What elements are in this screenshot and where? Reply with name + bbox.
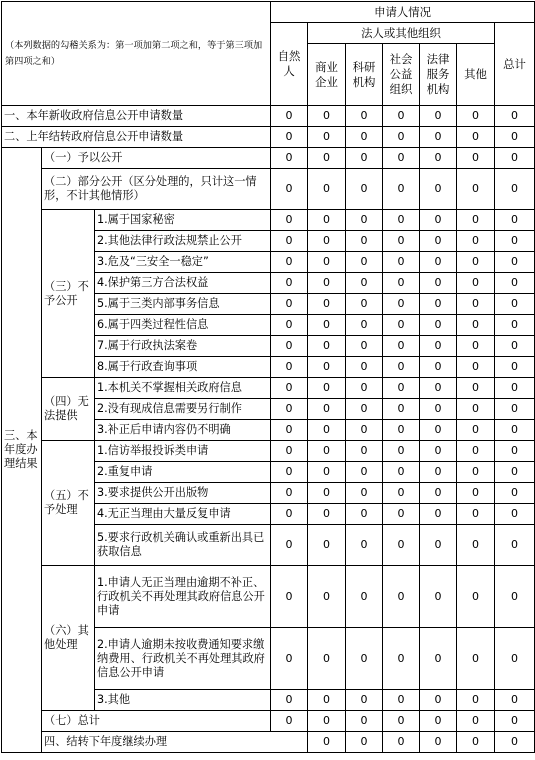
cell-value: 0 [346, 732, 383, 753]
row-label: 1.本机关不掌握相关政府信息 [95, 378, 271, 399]
natural-person-header: 自然人 [271, 23, 308, 106]
cell-value: 0 [495, 357, 535, 378]
row-label: 四、结转下年度继续办理 [42, 732, 308, 753]
row-label: 3.要求提供公开出版物 [95, 483, 271, 504]
table-row [2, 210, 535, 231]
cell-value: 0 [346, 273, 383, 294]
cell-value: 0 [271, 399, 308, 420]
cell-value: 0 [271, 690, 308, 711]
cell-value: 0 [495, 106, 535, 127]
cell-value: 0 [346, 628, 383, 690]
cell-value: 0 [308, 315, 346, 336]
cell-value: 0 [346, 378, 383, 399]
row-label: 7.属于行政执法案卷 [95, 336, 271, 357]
cell-value: 0 [457, 378, 495, 399]
cell-value: 0 [383, 628, 420, 690]
cell-value: 0 [457, 566, 495, 628]
cell-value: 0 [346, 127, 383, 148]
row-label: 5.要求行政机关确认或重新出具已获取信息 [95, 525, 271, 566]
cell-value: 0 [457, 127, 495, 148]
table-row [2, 169, 535, 210]
table-row [2, 148, 535, 169]
cell-value: 0 [495, 315, 535, 336]
cell-value: 0 [457, 252, 495, 273]
cell-value: 0 [271, 628, 308, 690]
cell-value: 0 [495, 127, 535, 148]
cell-value: 0 [420, 210, 457, 231]
row-label: 1.信访举报投诉类申请 [95, 441, 271, 462]
cell-value: 0 [308, 148, 346, 169]
row-label: 4.保护第三方合法权益 [95, 273, 271, 294]
cell-value: 0 [346, 566, 383, 628]
other-header: 其他 [457, 44, 495, 106]
cell-value: 0 [308, 732, 346, 753]
cell-value: 0 [346, 441, 383, 462]
table-row [2, 441, 535, 462]
cell-value: 0 [420, 252, 457, 273]
cell-value: 0 [420, 441, 457, 462]
row-label: 3.危及“三安全一稳定” [95, 252, 271, 273]
cell-value: 0 [495, 273, 535, 294]
cell-value: 0 [383, 483, 420, 504]
cell-value: 0 [308, 399, 346, 420]
cell-value: 0 [495, 420, 535, 441]
cell-value: 0 [271, 315, 308, 336]
cell-value: 0 [271, 106, 308, 127]
cell-value: 0 [308, 294, 346, 315]
cell-value: 0 [420, 690, 457, 711]
cell-value: 0 [383, 315, 420, 336]
cell-value: 0 [308, 525, 346, 566]
cell-value: 0 [420, 231, 457, 252]
row-label: 2.重复申请 [95, 462, 271, 483]
cell-value: 0 [420, 711, 457, 732]
cell-value: 0 [271, 273, 308, 294]
table-row [2, 378, 535, 399]
cell-value: 0 [271, 252, 308, 273]
cell-value: 0 [457, 106, 495, 127]
relation-note: （本列数据的勾稽关系为：第一项加第二项之和，等于第三项加第四项之和） [2, 2, 271, 106]
row-label: 2.其他法律行政法规禁止公开 [95, 231, 271, 252]
cell-value: 0 [495, 628, 535, 690]
cell-value: 0 [420, 169, 457, 210]
legal-service-header: 法律服务机构 [420, 44, 457, 106]
cell-value: 0 [346, 690, 383, 711]
cell-value: 0 [495, 231, 535, 252]
cell-value: 0 [383, 420, 420, 441]
cell-value: 0 [346, 504, 383, 525]
cell-value: 0 [383, 252, 420, 273]
cell-value: 0 [457, 525, 495, 566]
cell-value: 0 [457, 357, 495, 378]
row-label: （七）总计 [42, 711, 271, 732]
table-row [2, 127, 535, 148]
cell-value: 0 [383, 169, 420, 210]
cell-value: 0 [271, 148, 308, 169]
row-label: 1.属于国家秘密 [95, 210, 271, 231]
cell-value: 0 [420, 420, 457, 441]
cell-value: 0 [383, 336, 420, 357]
cell-value: 0 [383, 441, 420, 462]
cell-value: 0 [271, 210, 308, 231]
group-6-label: （六）其他处理 [42, 566, 95, 711]
cell-value: 0 [420, 483, 457, 504]
cell-value: 0 [271, 711, 308, 732]
row-label: 8.属于行政查询事项 [95, 357, 271, 378]
cell-value: 0 [346, 210, 383, 231]
cell-value: 0 [495, 399, 535, 420]
cell-value: 0 [495, 504, 535, 525]
cell-value: 0 [308, 210, 346, 231]
cell-value: 0 [457, 148, 495, 169]
cell-value: 0 [308, 252, 346, 273]
cell-value: 0 [346, 711, 383, 732]
cell-value: 0 [383, 357, 420, 378]
cell-value: 0 [308, 504, 346, 525]
cell-value: 0 [495, 148, 535, 169]
cell-value: 0 [495, 378, 535, 399]
cell-value: 0 [457, 690, 495, 711]
table-row [2, 106, 535, 127]
cell-value: 0 [271, 566, 308, 628]
total-header: 总计 [495, 23, 535, 106]
cell-value: 0 [457, 441, 495, 462]
cell-value: 0 [271, 336, 308, 357]
cell-value: 0 [308, 378, 346, 399]
section-3-label: 三、本年度办理结果 [2, 148, 42, 753]
cell-value: 0 [420, 315, 457, 336]
cell-value: 0 [346, 106, 383, 127]
cell-value: 0 [457, 628, 495, 690]
row-label: 5.属于三类内部事务信息 [95, 294, 271, 315]
cell-value: 0 [495, 525, 535, 566]
cell-value: 0 [383, 711, 420, 732]
cell-value: 0 [308, 273, 346, 294]
cell-value: 0 [271, 525, 308, 566]
disclosure-stats-table [1, 1, 535, 753]
cell-value: 0 [308, 628, 346, 690]
cell-value: 0 [495, 336, 535, 357]
cell-value: 0 [346, 294, 383, 315]
cell-value: 0 [457, 420, 495, 441]
cell-value: 0 [383, 690, 420, 711]
cell-value: 0 [308, 127, 346, 148]
cell-value: 0 [308, 566, 346, 628]
cell-value: 0 [420, 148, 457, 169]
commercial-header: 商业企业 [308, 44, 346, 106]
cell-value: 0 [420, 525, 457, 566]
table-row [2, 566, 535, 628]
cell-value: 0 [271, 483, 308, 504]
cell-value: 0 [271, 462, 308, 483]
cell-value: 0 [457, 273, 495, 294]
cell-value: 0 [271, 504, 308, 525]
cell-value: 0 [308, 106, 346, 127]
cell-value: 0 [457, 294, 495, 315]
cell-value: 0 [383, 148, 420, 169]
cell-value: 0 [346, 252, 383, 273]
cell-value: 0 [271, 441, 308, 462]
table-row [2, 711, 535, 732]
cell-value: 0 [383, 566, 420, 628]
cell-value: 0 [495, 711, 535, 732]
row-label: 4.无正当理由大量反复申请 [95, 504, 271, 525]
cell-value: 0 [346, 525, 383, 566]
cell-value: 0 [495, 732, 535, 753]
row-label: 6.属于四类过程性信息 [95, 315, 271, 336]
cell-value: 0 [495, 169, 535, 210]
cell-value: 0 [271, 378, 308, 399]
row-label: 2.申请人逾期未按收费通知要求缴纳费用、行政机关不再处理其政府信息公开申请 [95, 628, 271, 690]
cell-value: 0 [346, 231, 383, 252]
cell-value: 0 [420, 294, 457, 315]
cell-value: 0 [271, 294, 308, 315]
cell-value: 0 [308, 420, 346, 441]
cell-value: 0 [420, 127, 457, 148]
cell-value: 0 [271, 127, 308, 148]
cell-value: 0 [308, 462, 346, 483]
cell-value: 0 [383, 106, 420, 127]
cell-value: 0 [457, 315, 495, 336]
cell-value: 0 [308, 169, 346, 210]
cell-value: 0 [308, 690, 346, 711]
row-label: （二）部分公开（区分处理的，只计这一情形，不计其他情形） [42, 169, 271, 210]
cell-value: 0 [457, 210, 495, 231]
cell-value: 0 [346, 336, 383, 357]
cell-value: 0 [495, 462, 535, 483]
cell-value: 0 [420, 357, 457, 378]
cell-value: 0 [383, 399, 420, 420]
cell-value: 0 [420, 399, 457, 420]
applicant-header: 申请人情况 [271, 2, 535, 23]
cell-value: 0 [495, 483, 535, 504]
cell-value: 0 [346, 483, 383, 504]
cell-value: 0 [383, 210, 420, 231]
cell-value: 0 [346, 148, 383, 169]
social-header: 社会公益组织 [383, 44, 420, 106]
cell-value: 0 [457, 231, 495, 252]
cell-value: 0 [308, 441, 346, 462]
cell-value: 0 [383, 462, 420, 483]
cell-value: 0 [420, 566, 457, 628]
cell-value: 0 [383, 273, 420, 294]
cell-value: 0 [383, 127, 420, 148]
cell-value: 0 [420, 504, 457, 525]
cell-value: 0 [495, 210, 535, 231]
cell-value: 0 [420, 336, 457, 357]
cell-value: 0 [346, 357, 383, 378]
cell-value: 0 [457, 504, 495, 525]
row-label: 3.其他 [95, 690, 271, 711]
cell-value: 0 [383, 732, 420, 753]
row-label: 二、上年结转政府信息公开申请数量 [2, 127, 271, 148]
group-5-label: （五）不予处理 [42, 441, 95, 566]
row-label: （一）予以公开 [42, 148, 271, 169]
legal-group-header: 法人或其他组织 [308, 23, 495, 44]
cell-value: 0 [420, 462, 457, 483]
cell-value: 0 [495, 566, 535, 628]
cell-value: 0 [271, 357, 308, 378]
cell-value: 0 [457, 462, 495, 483]
row-label: 2.没有现成信息需要另行制作 [95, 399, 271, 420]
cell-value: 0 [457, 483, 495, 504]
cell-value: 0 [383, 378, 420, 399]
cell-value: 0 [346, 462, 383, 483]
cell-value: 0 [420, 732, 457, 753]
cell-value: 0 [457, 336, 495, 357]
cell-value: 0 [420, 378, 457, 399]
cell-value: 0 [383, 504, 420, 525]
cell-value: 0 [420, 273, 457, 294]
cell-value: 0 [308, 231, 346, 252]
cell-value: 0 [346, 399, 383, 420]
cell-value: 0 [420, 106, 457, 127]
cell-value: 0 [308, 357, 346, 378]
row-label: 一、本年新收政府信息公开申请数量 [2, 106, 271, 127]
row-label: 3.补正后申请内容仍不明确 [95, 420, 271, 441]
cell-value: 0 [308, 711, 346, 732]
cell-value: 0 [457, 399, 495, 420]
cell-value: 0 [420, 628, 457, 690]
cell-value: 0 [495, 690, 535, 711]
cell-value: 0 [495, 252, 535, 273]
research-header: 科研机构 [346, 44, 383, 106]
cell-value: 0 [495, 441, 535, 462]
cell-value: 0 [457, 169, 495, 210]
cell-value: 0 [271, 231, 308, 252]
cell-value: 0 [308, 336, 346, 357]
cell-value: 0 [383, 294, 420, 315]
cell-value: 0 [346, 169, 383, 210]
row-label: 1.申请人无正当理由逾期不补正、行政机关不再处理其政府信息公开申请 [95, 566, 271, 628]
cell-value: 0 [457, 732, 495, 753]
cell-value: 0 [308, 483, 346, 504]
cell-value: 0 [383, 231, 420, 252]
cell-value: 0 [346, 315, 383, 336]
cell-value: 0 [271, 420, 308, 441]
group-3-label: （三）不予公开 [42, 210, 95, 378]
cell-value: 0 [383, 525, 420, 566]
cell-value: 0 [495, 294, 535, 315]
table-row [2, 732, 535, 753]
cell-value: 0 [271, 169, 308, 210]
cell-value: 0 [457, 711, 495, 732]
cell-value: 0 [346, 420, 383, 441]
group-4-label: （四）无法提供 [42, 378, 95, 441]
